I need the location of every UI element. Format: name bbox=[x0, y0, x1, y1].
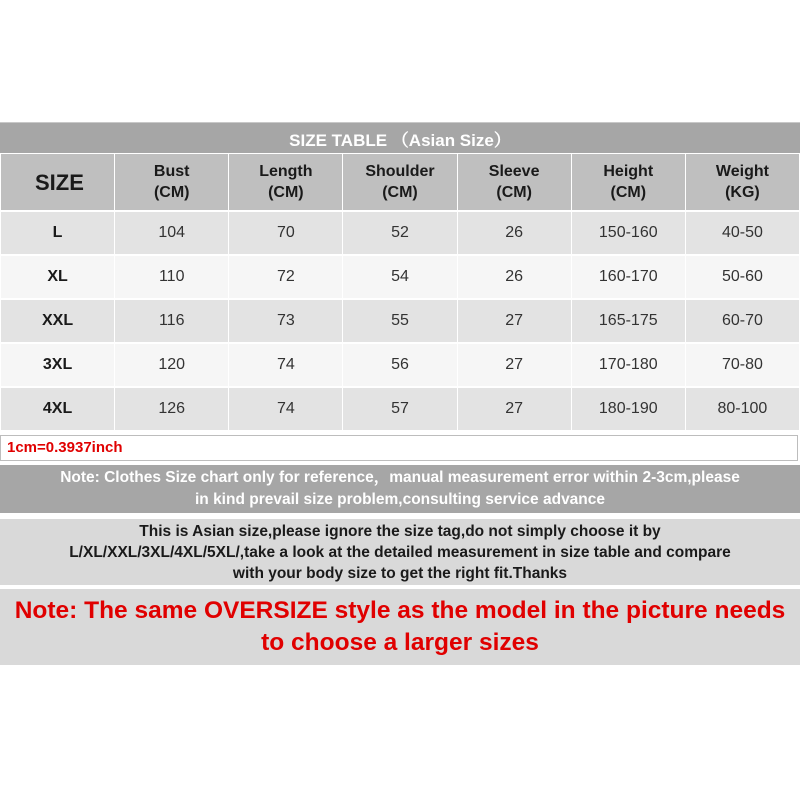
header-sleeve bbox=[457, 154, 571, 212]
weight-cell: 50-60 bbox=[685, 255, 799, 299]
length-cell: 74 bbox=[229, 343, 343, 387]
header-size bbox=[1, 154, 115, 212]
header-length bbox=[229, 154, 343, 212]
table-row-4xl bbox=[1, 387, 800, 431]
bust-cell: 110 bbox=[115, 255, 229, 299]
table-row-xl bbox=[1, 255, 800, 299]
length-cell: 73 bbox=[229, 299, 343, 343]
reference-note-line2: in kind prevail size problem,consulting service advance bbox=[194, 491, 606, 508]
weight-cell: 70-80 bbox=[685, 343, 799, 387]
asian-note-line3: with your body size to get the right fit.Thanks bbox=[232, 564, 568, 582]
header-shoulder-unit: (CM) bbox=[382, 184, 418, 201]
header-size-label: SIZE bbox=[35, 169, 84, 195]
oversize-note-line2: to choose a larger sizes bbox=[261, 629, 539, 656]
oversize-note-line1: Note: The same OVERSIZE style as the model in the picture needs bbox=[14, 597, 786, 624]
size-cell: L bbox=[1, 211, 115, 255]
shoulder-cell: 56 bbox=[343, 343, 457, 387]
size-cell: XXL bbox=[1, 299, 115, 343]
header-bust-label: Bust bbox=[153, 163, 190, 180]
length-cell: 74 bbox=[229, 387, 343, 431]
bust-cell: 116 bbox=[115, 299, 229, 343]
shoulder-cell: 57 bbox=[343, 387, 457, 431]
bust-cell: 126 bbox=[115, 387, 229, 431]
length-cell: 70 bbox=[229, 211, 343, 255]
header-height-unit: (CM) bbox=[610, 184, 647, 201]
sleeve-cell: 26 bbox=[457, 255, 571, 299]
weight-cell: 60-70 bbox=[685, 299, 799, 343]
header-weight bbox=[685, 154, 799, 212]
header-bust-unit: (CM) bbox=[153, 184, 190, 201]
asian-note-line2: L/XL/XXL/3XL/4XL/5XL/,take a look at the detailed measurement in size table and compare bbox=[69, 543, 731, 561]
shoulder-cell: 54 bbox=[343, 255, 457, 299]
size-cell: 3XL bbox=[1, 343, 115, 387]
header-sleeve-unit: (CM) bbox=[496, 184, 532, 201]
asian-size-note bbox=[0, 519, 800, 585]
height-cell: 180-190 bbox=[571, 387, 685, 431]
sleeve-cell: 26 bbox=[457, 211, 571, 255]
header-sleeve-label: Sleeve bbox=[488, 163, 540, 180]
header-bust bbox=[115, 154, 229, 212]
size-cell: 4XL bbox=[1, 387, 115, 431]
table-title: SIZE TABLE （Asian Size） bbox=[0, 122, 800, 153]
table-row-3xl bbox=[1, 343, 800, 387]
height-cell: 160-170 bbox=[571, 255, 685, 299]
header-height bbox=[571, 154, 685, 212]
sleeve-cell: 27 bbox=[457, 299, 571, 343]
header-weight-unit: (KG) bbox=[725, 184, 760, 201]
asian-note-line1: This is Asian size,please ignore the size tag,do not simply choose it by bbox=[139, 522, 661, 540]
sleeve-cell: 27 bbox=[457, 343, 571, 387]
table-row-xxl bbox=[1, 299, 800, 343]
header-shoulder bbox=[343, 154, 457, 212]
shoulder-cell: 52 bbox=[343, 211, 457, 255]
oversize-note bbox=[0, 589, 800, 665]
reference-note-line1: Note: Clothes Size chart only for reference，manual measurement error within 2-3cm,please bbox=[60, 469, 740, 486]
bust-cell: 104 bbox=[115, 211, 229, 255]
header-length-label: Length bbox=[259, 163, 313, 180]
height-cell: 150-160 bbox=[571, 211, 685, 255]
length-cell: 72 bbox=[229, 255, 343, 299]
shoulder-cell: 55 bbox=[343, 299, 457, 343]
reference-note bbox=[0, 465, 800, 513]
header-length-unit: (CM) bbox=[268, 184, 304, 201]
table-row-l bbox=[1, 211, 800, 255]
header-weight-label: Weight bbox=[715, 163, 769, 180]
size-cell: XL bbox=[1, 255, 115, 299]
header-shoulder-label: Shoulder bbox=[365, 163, 435, 180]
height-cell: 170-180 bbox=[571, 343, 685, 387]
height-cell: 165-175 bbox=[571, 299, 685, 343]
bust-cell: 120 bbox=[115, 343, 229, 387]
header-height-label: Height bbox=[603, 163, 654, 180]
table-header-row bbox=[1, 154, 800, 212]
size-chart bbox=[0, 122, 800, 665]
sleeve-cell: 27 bbox=[457, 387, 571, 431]
size-table bbox=[0, 153, 800, 431]
unit-conversion-note: 1cm=0.3937inch bbox=[0, 435, 798, 461]
weight-cell: 80-100 bbox=[685, 387, 799, 431]
weight-cell: 40-50 bbox=[685, 211, 799, 255]
